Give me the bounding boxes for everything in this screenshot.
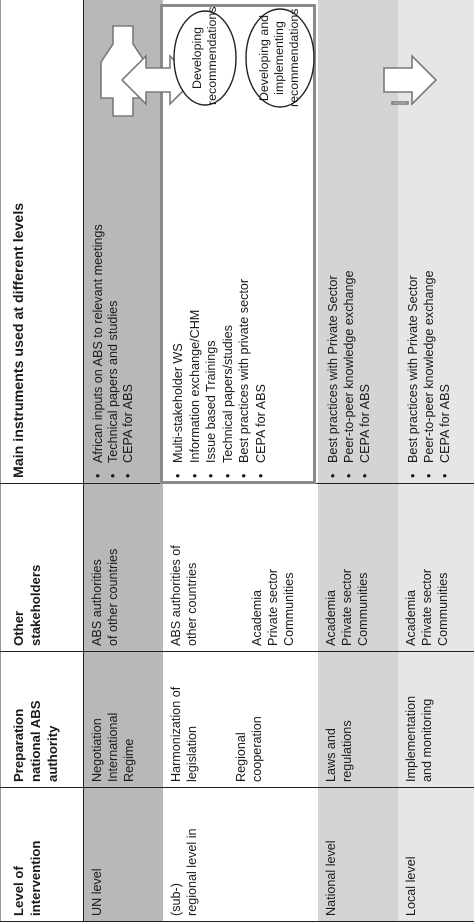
instrument-item: • Best practices with Private Sector — [325, 270, 341, 478]
header-prep-line: national ABS — [28, 700, 43, 782]
cell-line: Local level — [404, 856, 418, 916]
instrument-item: • Best practices with private sector — [236, 279, 253, 478]
cell-line: legislation — [185, 725, 200, 782]
header-other-line: Other — [11, 610, 26, 646]
cell-line: Private sector — [420, 569, 435, 646]
cell-line: National level — [324, 840, 338, 916]
cell-line: International — [106, 712, 121, 782]
cell-line: Academia — [324, 589, 338, 646]
cell-line: Negotiation — [90, 718, 104, 782]
oval-line: implementing — [272, 21, 286, 95]
cell-line: cooperation — [250, 716, 265, 782]
oval-text-2 — [257, 9, 302, 107]
header-prep-line: authority — [45, 725, 60, 782]
cell-line: Academia — [404, 589, 418, 646]
instrument-item: • African inputs on ABS to relevant meetings — [91, 224, 106, 478]
instrument-item: • Peer-to-peer knowledge exchange — [421, 270, 437, 478]
instrument-item: • CEPA for ABS — [121, 224, 136, 478]
instrument-item: • Technical papers and studies — [106, 224, 121, 478]
cell-line: and monitoring — [420, 698, 435, 782]
cell-line: of other countries — [106, 548, 121, 646]
cell-line: Laws and — [324, 728, 338, 782]
arrow-regional-to-local — [392, 102, 408, 104]
instrument-item: • Information exchange/CHM — [187, 279, 204, 478]
cell-line: regional level in — [185, 828, 200, 916]
cell-line: Communities — [356, 572, 371, 646]
oval-line: recommendations — [205, 6, 219, 105]
cell-line: Regime — [122, 738, 137, 782]
header-prep-line: Preparation — [11, 708, 26, 782]
instrument-item: • CEPA for ABS — [253, 279, 270, 478]
cell-line: ABS authorities — [90, 559, 104, 646]
cell-line: Communities — [282, 572, 297, 646]
cell-line: other countries — [185, 562, 200, 646]
oval-line: recommendations — [287, 8, 301, 107]
cell-line: ABS authorities of — [169, 545, 183, 646]
instrument-item: • Technical papers/studies — [220, 279, 237, 478]
instrument-item: • CEPA for ABS — [357, 270, 373, 478]
cell-line: Implementation — [404, 695, 418, 782]
instrument-item: • Best practices with Private Sector — [405, 270, 421, 478]
header-level-line: Level of — [11, 866, 26, 916]
cell-line: regulations — [340, 720, 355, 782]
header-instr-text: Main instruments used at different levels — [11, 202, 27, 478]
header-level-line: intervention — [28, 840, 43, 916]
cell-line: Regional — [234, 732, 248, 782]
instrument-item: • Peer-to-peer knowledge exchange — [341, 270, 357, 478]
oval-line: Developing and — [257, 14, 271, 102]
cell-line: Harmonization of — [169, 686, 183, 782]
cell-line: UN level — [90, 868, 104, 916]
instrument-item: • Multi-stakeholder WS — [170, 279, 187, 478]
cell-line: Private sector — [340, 569, 355, 646]
oval-line: Developing — [190, 27, 204, 89]
cell-line: Academia — [250, 589, 264, 646]
cell-line: Communities — [436, 572, 451, 646]
header-other-line: stakeholders — [28, 564, 43, 646]
cell-line: Private sector — [266, 569, 281, 646]
oval-text-1 — [190, 6, 220, 105]
instrument-item: • Issue based Trainings — [203, 279, 220, 478]
instrument-item: • CEPA for ABS — [437, 270, 453, 478]
arrow-down — [384, 56, 436, 104]
cell-line: (sub-) — [169, 883, 183, 916]
